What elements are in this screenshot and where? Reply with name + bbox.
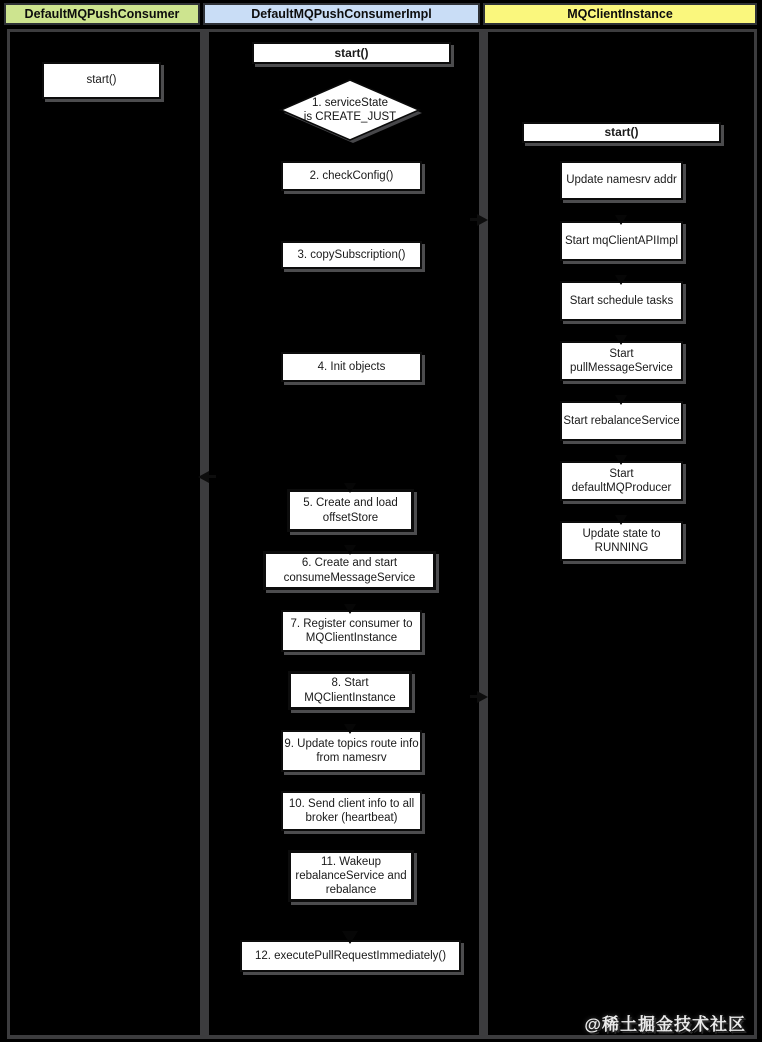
decision-label-line2: is CREATE_JUST	[303, 111, 397, 123]
node-start-mqclientapiimpl: Start mqClientAPIImpl	[560, 221, 683, 261]
node-update-namesrv-addr: Update namesrv addr	[560, 161, 683, 200]
node-check-config: 2. checkConfig()	[281, 161, 422, 191]
node-start-pullmessageservice: Start pullMessageService	[560, 341, 683, 381]
lane-divider	[479, 29, 488, 1039]
node-start-consumemessageservice: 6. Create and start consumeMessageService	[263, 551, 436, 590]
flow-arrow-down-icon	[344, 724, 356, 734]
node-impl-start: start()	[252, 42, 451, 64]
flow-arrow-down-icon	[342, 931, 358, 944]
node-start-rebalanceservice: Start rebalanceService	[560, 401, 683, 441]
flow-arrow-down-icon	[615, 395, 627, 405]
lane-header-defaultmqpushconsumerimpl: DefaultMQPushConsumerImpl	[203, 3, 480, 25]
juejin-watermark: @稀土掘金技术社区	[584, 1015, 746, 1034]
node-client-start: start()	[522, 122, 721, 143]
flow-arrow-down-icon	[615, 335, 627, 345]
node-create-offsetstore: 5. Create and load offsetStore	[287, 489, 414, 532]
flow-arrow-down-icon	[615, 215, 627, 225]
flow-arrow-down-icon	[344, 545, 356, 555]
node-update-topics-route: 9. Update topics route info from namesrv	[281, 730, 422, 772]
node-wakeup-rebalance: 11. Wakeup rebalanceService and rebalance	[288, 850, 414, 902]
flow-arrow-down-icon	[344, 483, 356, 493]
lane-header-mqclientinstance: MQClientInstance	[483, 3, 757, 25]
flow-arrow-down-icon	[615, 455, 627, 465]
flow-arrow-down-icon	[615, 275, 627, 285]
node-consumer-start: start()	[42, 62, 161, 99]
message-arrow-left-icon	[198, 471, 209, 483]
flow-arrow-down-icon	[344, 604, 356, 614]
lane-header-defaultmqpushconsumer: DefaultMQPushConsumer	[4, 3, 200, 25]
node-register-consumer: 7. Register consumer to MQClientInstance	[281, 610, 422, 652]
lane-divider	[200, 29, 209, 1039]
node-copy-subscription: 3. copySubscription()	[281, 241, 422, 269]
node-start-defaultmqproducer: Start defaultMQProducer	[560, 461, 683, 501]
arrow-tail	[208, 475, 216, 478]
node-start-schedule-tasks: Start schedule tasks	[560, 281, 683, 321]
message-arrow-right-icon	[477, 214, 488, 226]
node-init-objects: 4. Init objects	[281, 352, 422, 382]
decision-label-line1: 1. serviceState	[311, 96, 389, 109]
node-send-heartbeat: 10. Send client info to all broker (heartbeat)	[281, 791, 422, 831]
flow-arrow-down-icon	[615, 515, 627, 525]
node-update-state-running: Update state to RUNNING	[560, 521, 683, 561]
message-arrow-right-icon	[477, 691, 488, 703]
arrow-tail	[470, 695, 478, 698]
node-start-mqclientinstance: 8. Start MQClientInstance	[288, 671, 412, 710]
arrow-tail	[470, 218, 478, 221]
decision-label	[270, 79, 430, 141]
node-execute-pull-request: 12. executePullRequestImmediately()	[240, 940, 461, 972]
decision-servicestate-diamond	[280, 79, 420, 141]
